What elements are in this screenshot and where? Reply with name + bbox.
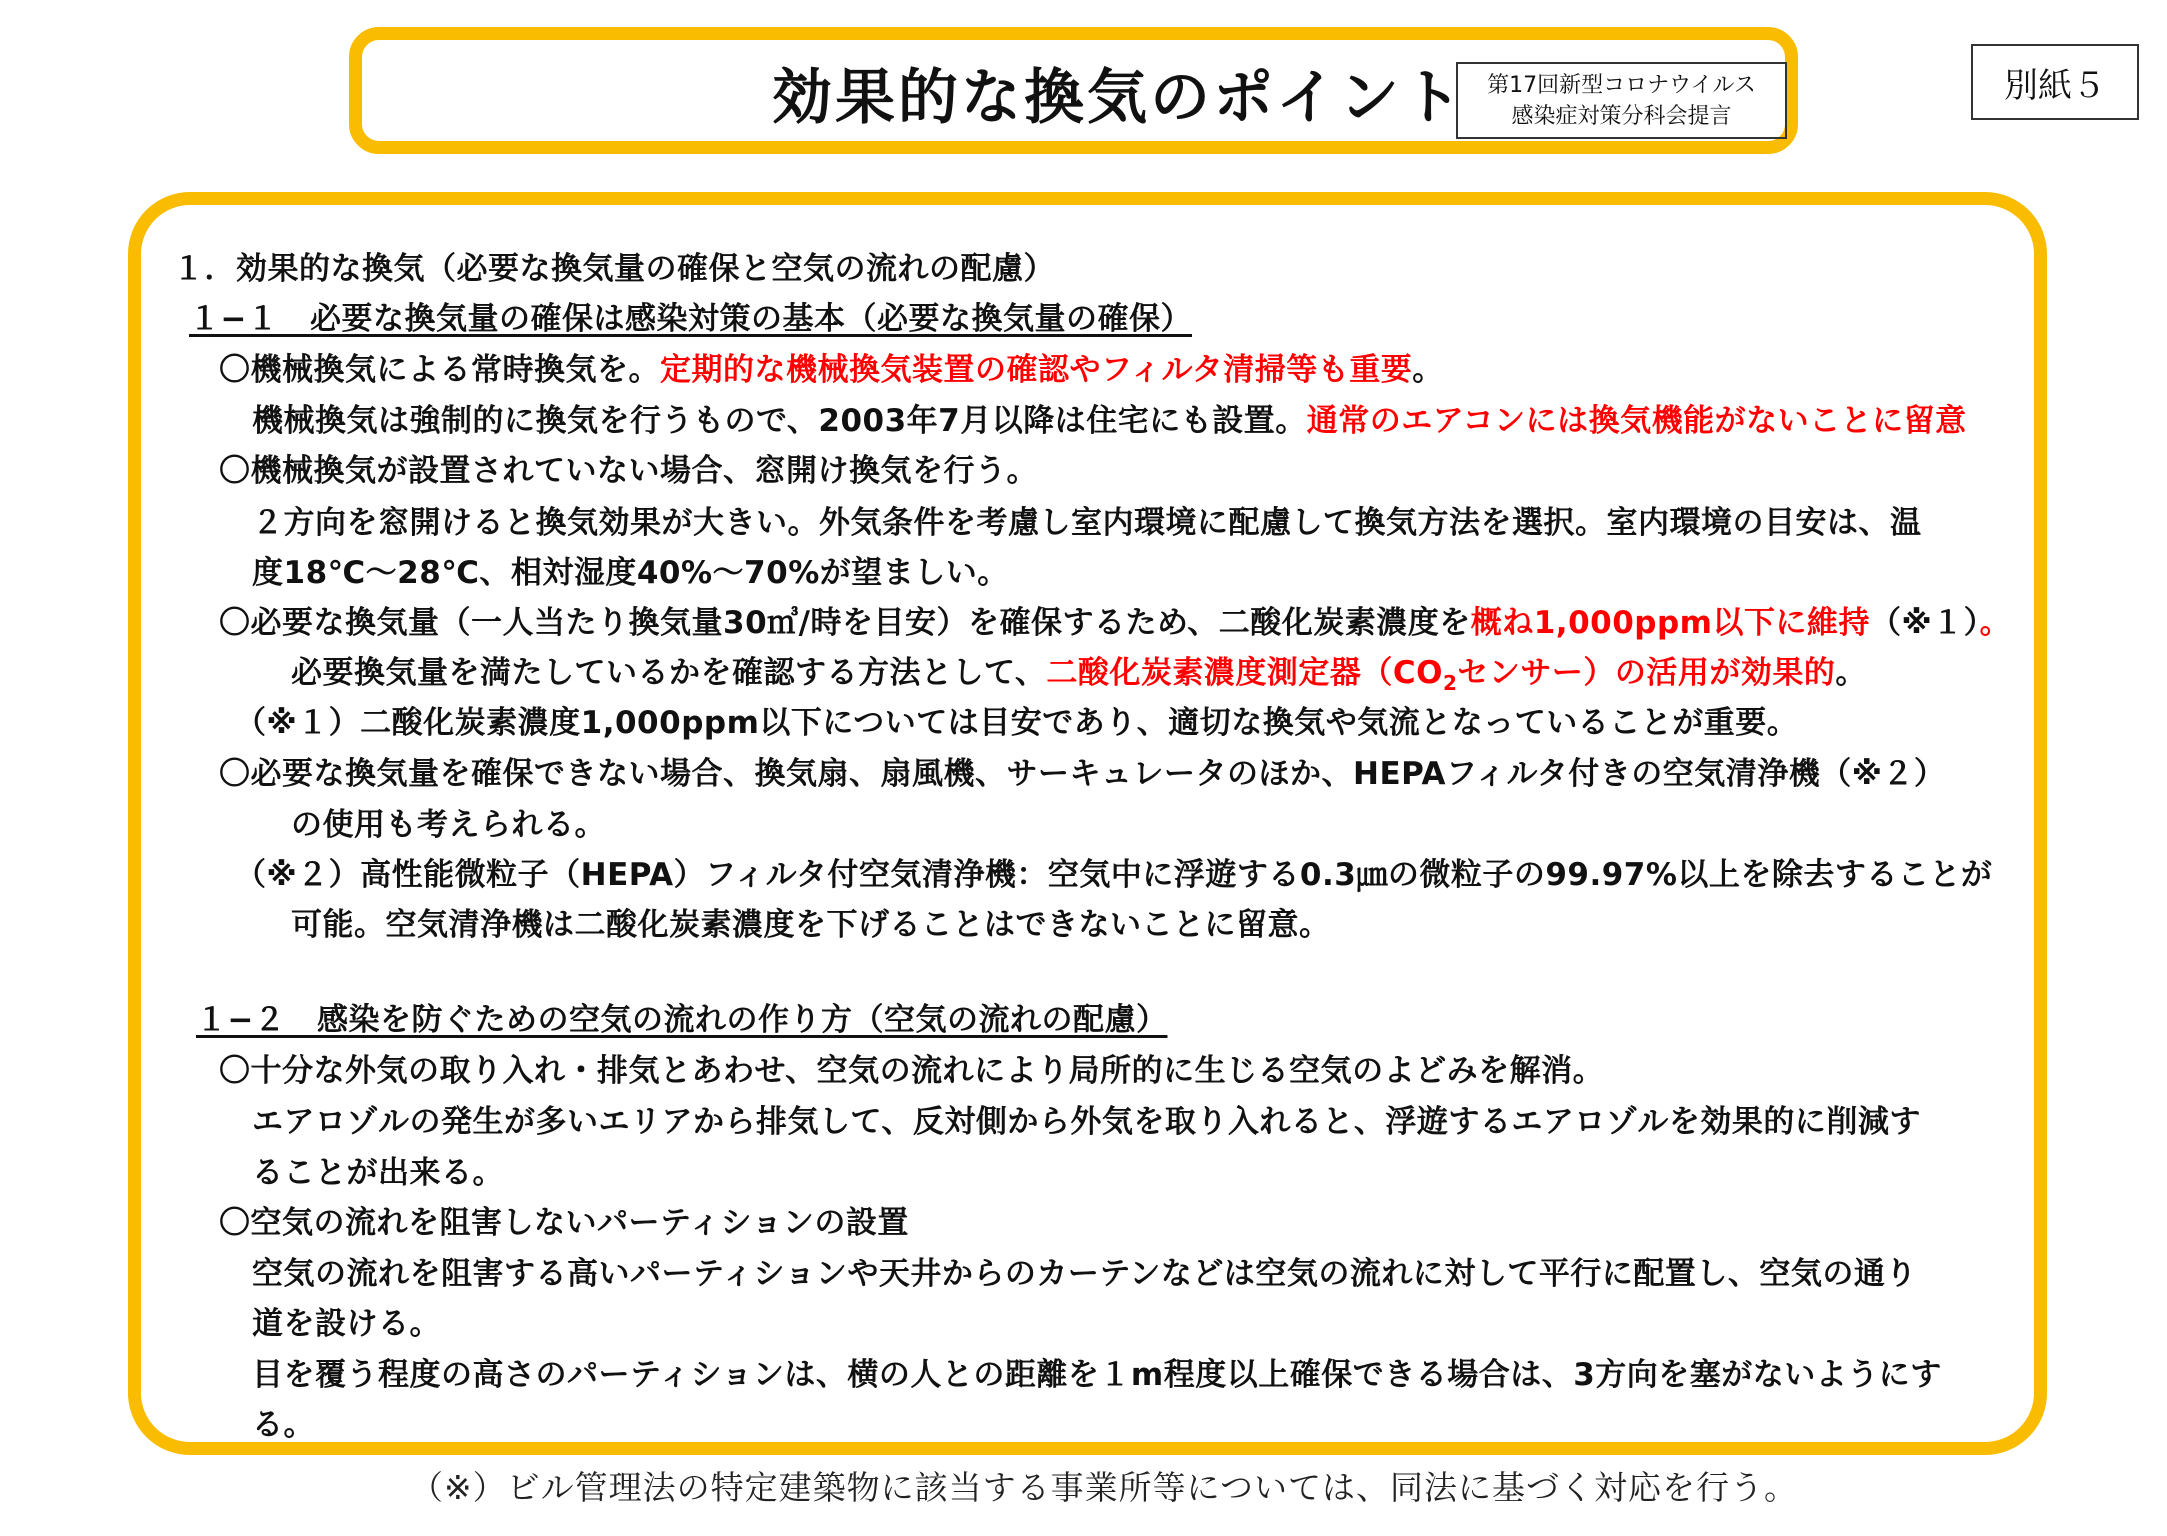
note-2-cont: 可能。空気清浄機は二酸化炭素濃度を下げることはできないことに留意。: [291, 907, 1331, 943]
paragraph-partition-height: 目を覆う程度の高さのパーティションは、横の人との距離を１m程度以上確保できる場合は、3方向を塞がないようにす: [252, 1357, 1942, 1393]
emphasis-text: 通常のエアコンには換気機能がないことに留意: [1306, 403, 1967, 439]
paragraph-co2-sensor: [291, 653, 1867, 703]
attachment-label: 別紙５: [1971, 44, 2139, 120]
paragraph-partition-detail: 空気の流れを阻害する高いパーティションや天井からのカーテンなどは空気の流れに対して平行に配置し、空気の通り: [252, 1256, 1917, 1292]
footer-note: （※）ビル管理法の特定建築物に該当する事業所等については、同法に基づく対応を行う。: [410, 1468, 1798, 1507]
title-banner: [349, 27, 1798, 154]
subsection1-1-heading: １−１ 必要な換気量の確保は感染対策の基本（必要な換気量の確保）: [189, 301, 1192, 337]
paragraph-window-ventilation: 〇機械換気が設置されていない場合、窓開け換気を行う。: [219, 453, 1038, 489]
text: （※１）: [1869, 605, 1980, 641]
paragraph-air-purifier: 〇必要な換気量を確保できない場合、換気扇、扇風機、サーキュレータのほか、HEPAフィルタ付きの空気清浄機（※２）: [219, 756, 1946, 792]
note-2: （※２）高性能微粒子（HEPA）フィルタ付空気清浄機：空気中に浮遊する0.3㎛の微粒子の99.97%以上を除去することが: [235, 857, 1993, 893]
paragraph-co2-target: [219, 603, 2011, 643]
paragraph-partition-detail-cont: 道を設ける。: [252, 1306, 441, 1342]
paragraph-partition-height-cont: る。: [252, 1407, 315, 1443]
text: 。: [1979, 605, 2012, 641]
paragraph-mechanical-ventilation: [219, 350, 1444, 390]
paragraph-mechanical-detail: [252, 401, 1967, 441]
text: 。: [1412, 352, 1444, 388]
paragraph-airflow: 〇十分な外気の取り入れ・排気とあわせ、空気の流れにより局所的に生じる空気のよどみを解消。: [219, 1053, 1605, 1089]
text: 〇必要な換気量（一人当たり換気量30㎥/時を目安）を確保するため、二酸化炭素濃度を: [219, 605, 1471, 641]
paragraph-airflow-detail: エアロゾルの発生が多いエリアから排気して、反対側から外気を取り入れると、浮遊するエアロゾルを効果的に削減す: [252, 1104, 1921, 1140]
paragraph-airflow-detail-cont: ることが出来る。: [252, 1155, 504, 1191]
paragraph-partition: 〇空気の流れを阻害しないパーティションの設置: [219, 1205, 909, 1241]
emphasis-text: 定期的な機械換気装置の確認やフィルタ清掃等も重要: [660, 352, 1413, 388]
subsection1-2-heading: １−２ 感染を防ぐための空気の流れの作り方（空気の流れの配慮）: [196, 1002, 1168, 1038]
note-1: （※１）二酸化炭素濃度1,000ppm以下については目安であり、適切な換気や気流となっていることが重要。: [235, 705, 1799, 741]
text: 機械換気は強制的に換気を行うもので、2003年7月以降は住宅にも設置。: [252, 403, 1307, 439]
emphasis-text: 概ね1,000ppm以下に維持: [1470, 605, 1870, 641]
page-title: 効果的な換気のポイント: [772, 63, 1465, 133]
section1-heading: １．効果的な換気（必要な換気量の確保と空気の流れの配慮）: [173, 251, 1055, 287]
meeting-reference-line2: 感染症対策分科会提言: [1511, 103, 1732, 129]
paragraph-window-detail-cont: 度18℃～28℃、相対湿度40%～70%が望ましい。: [252, 555, 1009, 591]
emphasis-text: 二酸化炭素濃度測定器（$CO_2$センサー）の活用が効果的: [1046, 655, 1836, 696]
content-panel: [128, 192, 2047, 1455]
text: 必要換気量を満たしているかを確認する方法として、: [291, 655, 1047, 691]
paragraph-window-detail: ２方向を窓開けると換気効果が大きい。外気条件を考慮し室内環境に配慮して換気方法を選択。室内環境の目安は、温: [252, 505, 1922, 541]
text: 〇機械換気による常時換気を。: [219, 352, 660, 388]
meeting-reference-line1: 第17回新型コロナウイルス: [1487, 72, 1756, 98]
text: 。: [1835, 655, 1867, 691]
meeting-reference-box: [1456, 62, 1787, 139]
paragraph-air-purifier-cont: の使用も考えられる。: [291, 807, 606, 843]
